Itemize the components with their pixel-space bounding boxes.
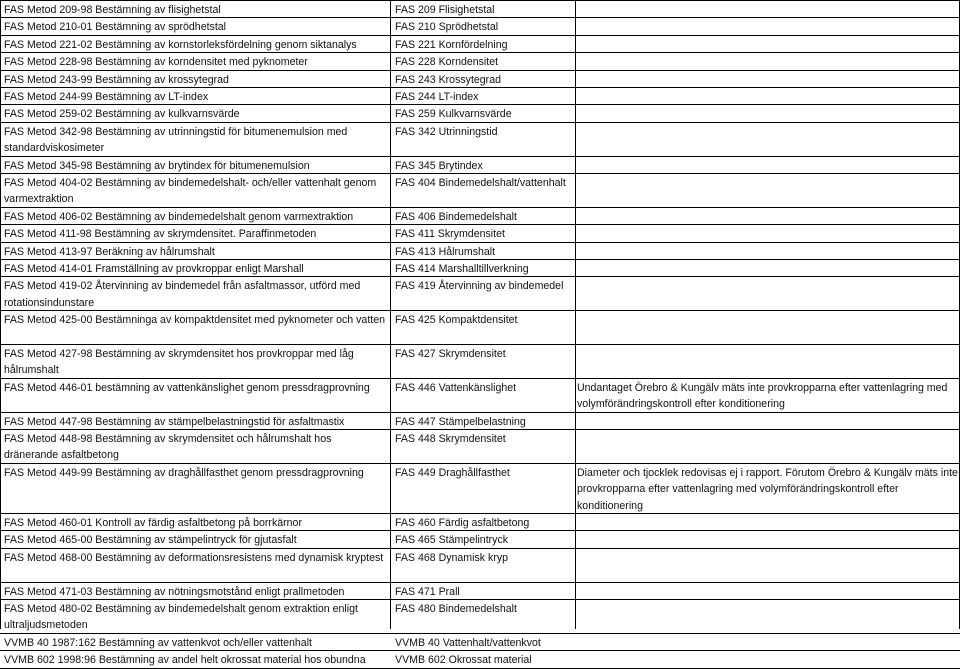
method-cell: FAS Metod 448-98 Bestämning av skrymdensitet och hålrumshalt hos dränerande asfaltbetong bbox=[4, 433, 332, 462]
short-name-cell: FAS 259 Kulkvarnsvärde bbox=[395, 108, 512, 121]
note-cell bbox=[577, 430, 959, 431]
table-row bbox=[0, 634, 960, 650]
method-cell: VVMB 602 1998:96 Bestämning av andel helt okrossat material hos obundna bbox=[4, 654, 366, 667]
method-cell: FAS Metod 209-98 Bestämning av flisighetstal bbox=[4, 4, 221, 16]
method-cell: FAS Metod 427-98 Bestämning av skrymdensitet hos provkroppar med låg hålrumshalt bbox=[4, 348, 354, 377]
note-cell bbox=[577, 243, 959, 244]
short-name-cell: FAS 447 Stämpelbelastning bbox=[395, 415, 526, 428]
method-cell: FAS Metod 465-00 Bestämning av stämpelintryck för gjutasfalt bbox=[4, 534, 297, 547]
table-row bbox=[0, 18, 960, 34]
note-cell bbox=[577, 36, 959, 37]
method-cell: FAS Metod 460-01 Kontroll av färdig asfaltbetong på borrkärnor bbox=[4, 517, 302, 529]
note-cell: Diameter och tjocklek redovisas ej i rapport. Förutom Örebro & Kungälv mäts inte provkropparna efter vattenlagring med volymförändringskontroll efter konditionering bbox=[577, 466, 958, 512]
table-row bbox=[0, 225, 960, 241]
note-cell bbox=[577, 105, 959, 106]
note-cell bbox=[577, 549, 959, 550]
note-cell bbox=[577, 413, 959, 414]
note-cell bbox=[577, 345, 959, 346]
method-cell: FAS Metod 406-02 Bestämning av bindemedelshalt genom varmextraktion bbox=[4, 210, 354, 223]
note-cell bbox=[577, 600, 959, 601]
note-cell bbox=[577, 157, 959, 158]
table-row bbox=[0, 277, 960, 310]
short-name-cell: FAS 446 Vattenkänslighet bbox=[395, 381, 517, 394]
method-cell: FAS Metod 221-02 Bestämning av kornstorleksfördelning genom siktanalys bbox=[4, 38, 357, 51]
method-cell: FAS Metod 449-99 Bestämning av draghållfasthet genom pressdragprovning bbox=[4, 466, 364, 479]
method-cell: FAS Metod 468-00 Bestämning av deformationsresistens med dynamisk kryptest bbox=[4, 551, 384, 564]
table-row bbox=[0, 1, 960, 17]
note-cell bbox=[577, 225, 959, 226]
short-name-cell: FAS 209 Flisighetstal bbox=[395, 4, 495, 16]
table-row bbox=[0, 208, 960, 224]
note-cell bbox=[577, 53, 959, 54]
table-row bbox=[0, 514, 960, 530]
short-name-cell: FAS 243 Krossytegrad bbox=[395, 73, 501, 86]
method-cell: FAS Metod 425-00 Bestämninga av kompaktdensitet med pyknometer och vatten bbox=[4, 314, 385, 327]
table-row bbox=[0, 549, 960, 582]
note-cell bbox=[577, 531, 959, 532]
method-cell: VVMB 40 1987:162 Bestämning av vattenkvot och/eller vattenhalt bbox=[4, 636, 312, 649]
short-name-cell: FAS 480 Bindemedelshalt bbox=[395, 603, 517, 615]
table-row bbox=[0, 243, 960, 259]
note-cell bbox=[577, 71, 959, 72]
short-name-cell: FAS 468 Dynamisk kryp bbox=[395, 551, 509, 564]
table-row bbox=[0, 260, 960, 276]
short-name-cell: FAS 404 Bindemedelshalt/vattenhalt bbox=[395, 177, 566, 189]
table-row bbox=[0, 600, 960, 633]
short-name-cell: FAS 221 Kornfördelning bbox=[395, 38, 508, 51]
short-name-cell: FAS 244 LT-index bbox=[395, 91, 479, 103]
table-row bbox=[0, 71, 960, 87]
method-cell: FAS Metod 228-98 Bestämning av korndensitet med pyknometer bbox=[4, 56, 308, 69]
note-cell bbox=[577, 18, 959, 19]
note-cell bbox=[577, 1, 959, 2]
method-cell: FAS Metod 244-99 Bestämning av LT-index bbox=[4, 91, 209, 103]
table-row bbox=[0, 583, 960, 599]
note-cell bbox=[577, 277, 959, 278]
note-cell bbox=[577, 634, 959, 635]
table-row bbox=[0, 651, 960, 667]
method-cell: FAS Metod 447-98 Bestämning av stämpelbelastningstid för asfaltmastix bbox=[4, 415, 345, 428]
short-name-cell: FAS 342 Utrinningstid bbox=[395, 125, 498, 138]
method-cell: FAS Metod 404-02 Bestämning av bindemedelshalt- och/eller vattenhalt genom varmextraktion bbox=[4, 177, 377, 206]
short-name-cell: FAS 345 Brytindex bbox=[395, 159, 483, 172]
note-cell bbox=[577, 208, 959, 209]
table-row bbox=[0, 53, 960, 69]
table-row bbox=[0, 157, 960, 173]
short-name-cell: FAS 228 Korndensitet bbox=[395, 56, 499, 69]
method-cell: FAS Metod 480-02 Bestämning av bindemedelshalt genom extraktion enligt ultraljudsmetoden bbox=[4, 603, 358, 632]
table-row bbox=[0, 36, 960, 52]
short-name-cell: FAS 413 Hålrumshalt bbox=[395, 245, 496, 258]
short-name-cell: FAS 471 Prall bbox=[395, 585, 460, 598]
method-cell: FAS Metod 342-98 Bestämning av utrinningstid för bitumenemulsion med standardviskosimeter bbox=[4, 125, 348, 155]
table-row bbox=[0, 123, 960, 156]
method-cell: FAS Metod 419-02 Återvinning av bindemedel från asfaltmassor, utförd med rotationsindunstare bbox=[4, 280, 361, 309]
short-name-cell: FAS 411 Skrymdensitet bbox=[395, 228, 505, 241]
short-name-cell: FAS 465 Stämpelintryck bbox=[395, 534, 509, 547]
note-cell bbox=[577, 311, 959, 312]
short-name-cell: FAS 460 Färdig asfaltbetong bbox=[395, 517, 530, 529]
short-name-cell: FAS 210 Sprödhetstal bbox=[395, 21, 499, 34]
method-cell: FAS Metod 345-98 Bestämning av brytindex för bitumenemulsion bbox=[4, 159, 310, 172]
method-cell: FAS Metod 446-01 bestämning av vattenkänslighet genom pressdragprovning bbox=[4, 381, 370, 394]
method-cell: FAS Metod 243-99 Bestämning av krossytegrad bbox=[4, 73, 229, 86]
note-cell bbox=[577, 88, 959, 89]
note-cell bbox=[577, 260, 959, 261]
table-left-border bbox=[0, 0, 1, 629]
table-row bbox=[0, 464, 960, 513]
note-cell: Undantaget Örebro & Kungälv mäts inte provkropparna efter vattenlagring med volymförändringskontroll efter konditionering bbox=[577, 381, 948, 411]
note-cell bbox=[577, 123, 959, 124]
short-name-cell: FAS 427 Skrymdensitet bbox=[395, 348, 506, 360]
note-cell bbox=[577, 174, 959, 175]
table-row bbox=[0, 174, 960, 207]
table-row bbox=[0, 379, 960, 412]
short-name-cell: VVMB 40 Vattenhalt/vattenkvot bbox=[395, 636, 541, 649]
method-cell: FAS Metod 471-03 Bestämning av nötningsmotstånd enligt prallmetoden bbox=[4, 585, 345, 598]
note-cell bbox=[577, 514, 959, 515]
table-row bbox=[0, 88, 960, 104]
table-top-border bbox=[0, 0, 960, 1]
short-name-cell: FAS 425 Kompaktdensitet bbox=[395, 314, 518, 327]
short-name-cell: FAS 414 Marshalltillverkning bbox=[395, 263, 529, 275]
method-cell: FAS Metod 210-01 Bestämning av sprödhetstal bbox=[4, 21, 227, 34]
short-name-cell: FAS 406 Bindemedelshalt bbox=[395, 210, 517, 223]
table-row bbox=[0, 430, 960, 463]
method-cell: FAS Metod 413-97 Beräkning av hålrumshalt bbox=[4, 245, 215, 258]
short-name-cell: FAS 448 Skrymdensitet bbox=[395, 433, 506, 445]
table-row bbox=[0, 413, 960, 429]
method-cell: FAS Metod 414-01 Framställning av provkroppar enligt Marshall bbox=[4, 263, 304, 275]
table-row bbox=[0, 311, 960, 344]
short-name-cell: FAS 449 Draghållfasthet bbox=[395, 466, 510, 479]
note-cell bbox=[577, 651, 959, 652]
table-row bbox=[0, 105, 960, 121]
row-divider bbox=[0, 668, 960, 669]
column-divider bbox=[575, 0, 576, 629]
table-row bbox=[0, 531, 960, 547]
table-row bbox=[0, 345, 960, 378]
note-cell bbox=[577, 583, 959, 584]
short-name-cell: VVMB 602 Okrossat material bbox=[395, 654, 532, 667]
column-divider bbox=[390, 0, 391, 629]
method-cell: FAS Metod 259-02 Bestämning av kulkvarnsvärde bbox=[4, 108, 240, 121]
method-cell: FAS Metod 411-98 Bestämning av skrymdensitet. Paraffinmetoden bbox=[4, 228, 317, 241]
short-name-cell: FAS 419 Återvinning av bindemedel bbox=[395, 280, 564, 293]
